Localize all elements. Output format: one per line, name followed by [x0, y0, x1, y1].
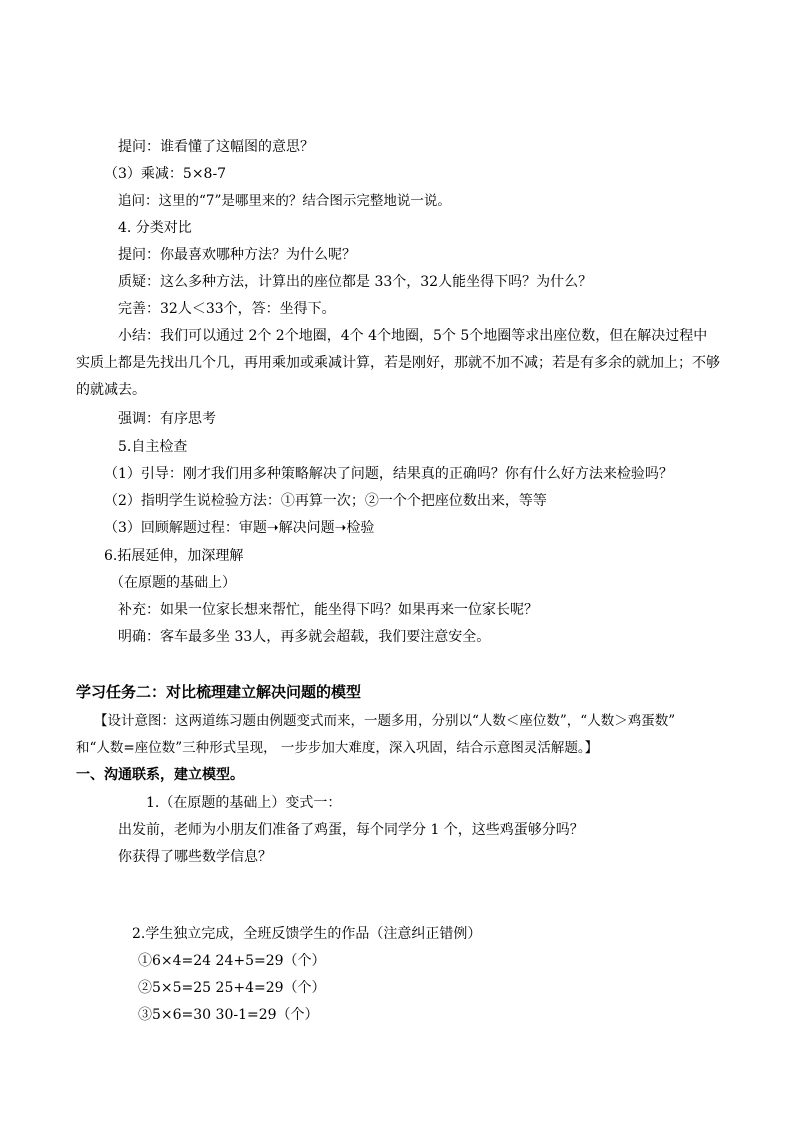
variant-1-title: 1.（在原题的基础上）变式一：	[146, 795, 342, 811]
part-1-heading: 一、沟通联系，建立模型。	[76, 767, 244, 783]
emphasis-note: 强调：有序思考	[118, 411, 216, 427]
review-process: （3）回顾解题过程：审题➝解决问题➝检验	[104, 520, 375, 536]
variant-1-text: 出发前，老师为小朋友们准备了鸡蛋，每个同学分 1 个，这些鸡蛋够分吗？	[118, 822, 584, 838]
task-2-heading: 学习任务二：对比梳理建立解决问题的模型	[76, 683, 362, 701]
method-multiply-subtract: （3）乘减：5×8-7	[104, 166, 227, 182]
guide-question: （1）引导：刚才我们用多种策略解决了问题，结果真的正确吗？你有什么好方法来检验吗？	[104, 466, 673, 482]
clarify-statement: 明确：客车最多坐 33人，再多就会超载，我们要注意安全。	[118, 629, 491, 645]
follow-up-question: 追问：这里的“7”是哪里来的？结合图示完整地说一说。	[118, 193, 451, 209]
student-work-1: ①6×4=24 24+5=29（个）	[138, 953, 326, 969]
design-intent-line-2: 和“人数=座位数”三种形式呈现， 一步步加大难度，深入巩固，结合示意图灵活解题。】	[76, 740, 599, 756]
supplement-question: 补充：如果一位家长想来帮忙，能坐得下吗？如果再来一位家长呢？	[118, 602, 538, 618]
summary-line-2: 实质上都是先找出几个几，再用乘加或乘减计算，若是刚好，那就不加不减；若是有多余的就加上；不够	[76, 355, 720, 371]
question-favorite-method: 提问：你最喜欢哪种方法？为什么呢？	[118, 247, 356, 263]
question-understand-picture: 提问：谁看懂了这幅图的意思？	[118, 139, 314, 155]
variant-1-question: 你获得了哪些数学信息？	[118, 849, 272, 865]
section-6-title: 6.拓展延伸，加深理解	[104, 548, 244, 564]
perfect-answer: 完善：32人＜33个，答：坐得下。	[118, 301, 336, 317]
section-5-title: 5.自主检查	[118, 439, 188, 455]
step-2-title: 2.学生独立完成，全班反馈学生的作品（注意纠正错例）	[132, 926, 482, 942]
section-4-title: 4. 分类对比	[118, 220, 192, 236]
doubt-question: 质疑：这么多种方法，计算出的座位都是 33个，32人能坐得下吗？为什么？	[118, 274, 593, 290]
student-work-3: ③5×6=30 30-1=29（个）	[138, 1007, 319, 1023]
check-methods: （2）指明学生说检验方法：①再算一次；②一个个把座位数出来，等等	[104, 493, 547, 509]
summary-line-1: 小结：我们可以通过 2个 2个地圈，4个 4个地圈，5个 5个地圈等求出座位数，但在解决过程中	[118, 328, 708, 344]
summary-line-3: 的就减去。	[76, 382, 146, 398]
student-work-2: ②5×5=25 25+4=29（个）	[138, 980, 326, 996]
design-intent-line-1: 【设计意图：这两道练习题由例题变式而来，一题多用，分别以“人数＜座位数”，“人数＞鸡蛋数”	[94, 713, 676, 729]
section-6-note: （在原题的基础上）	[110, 575, 236, 591]
